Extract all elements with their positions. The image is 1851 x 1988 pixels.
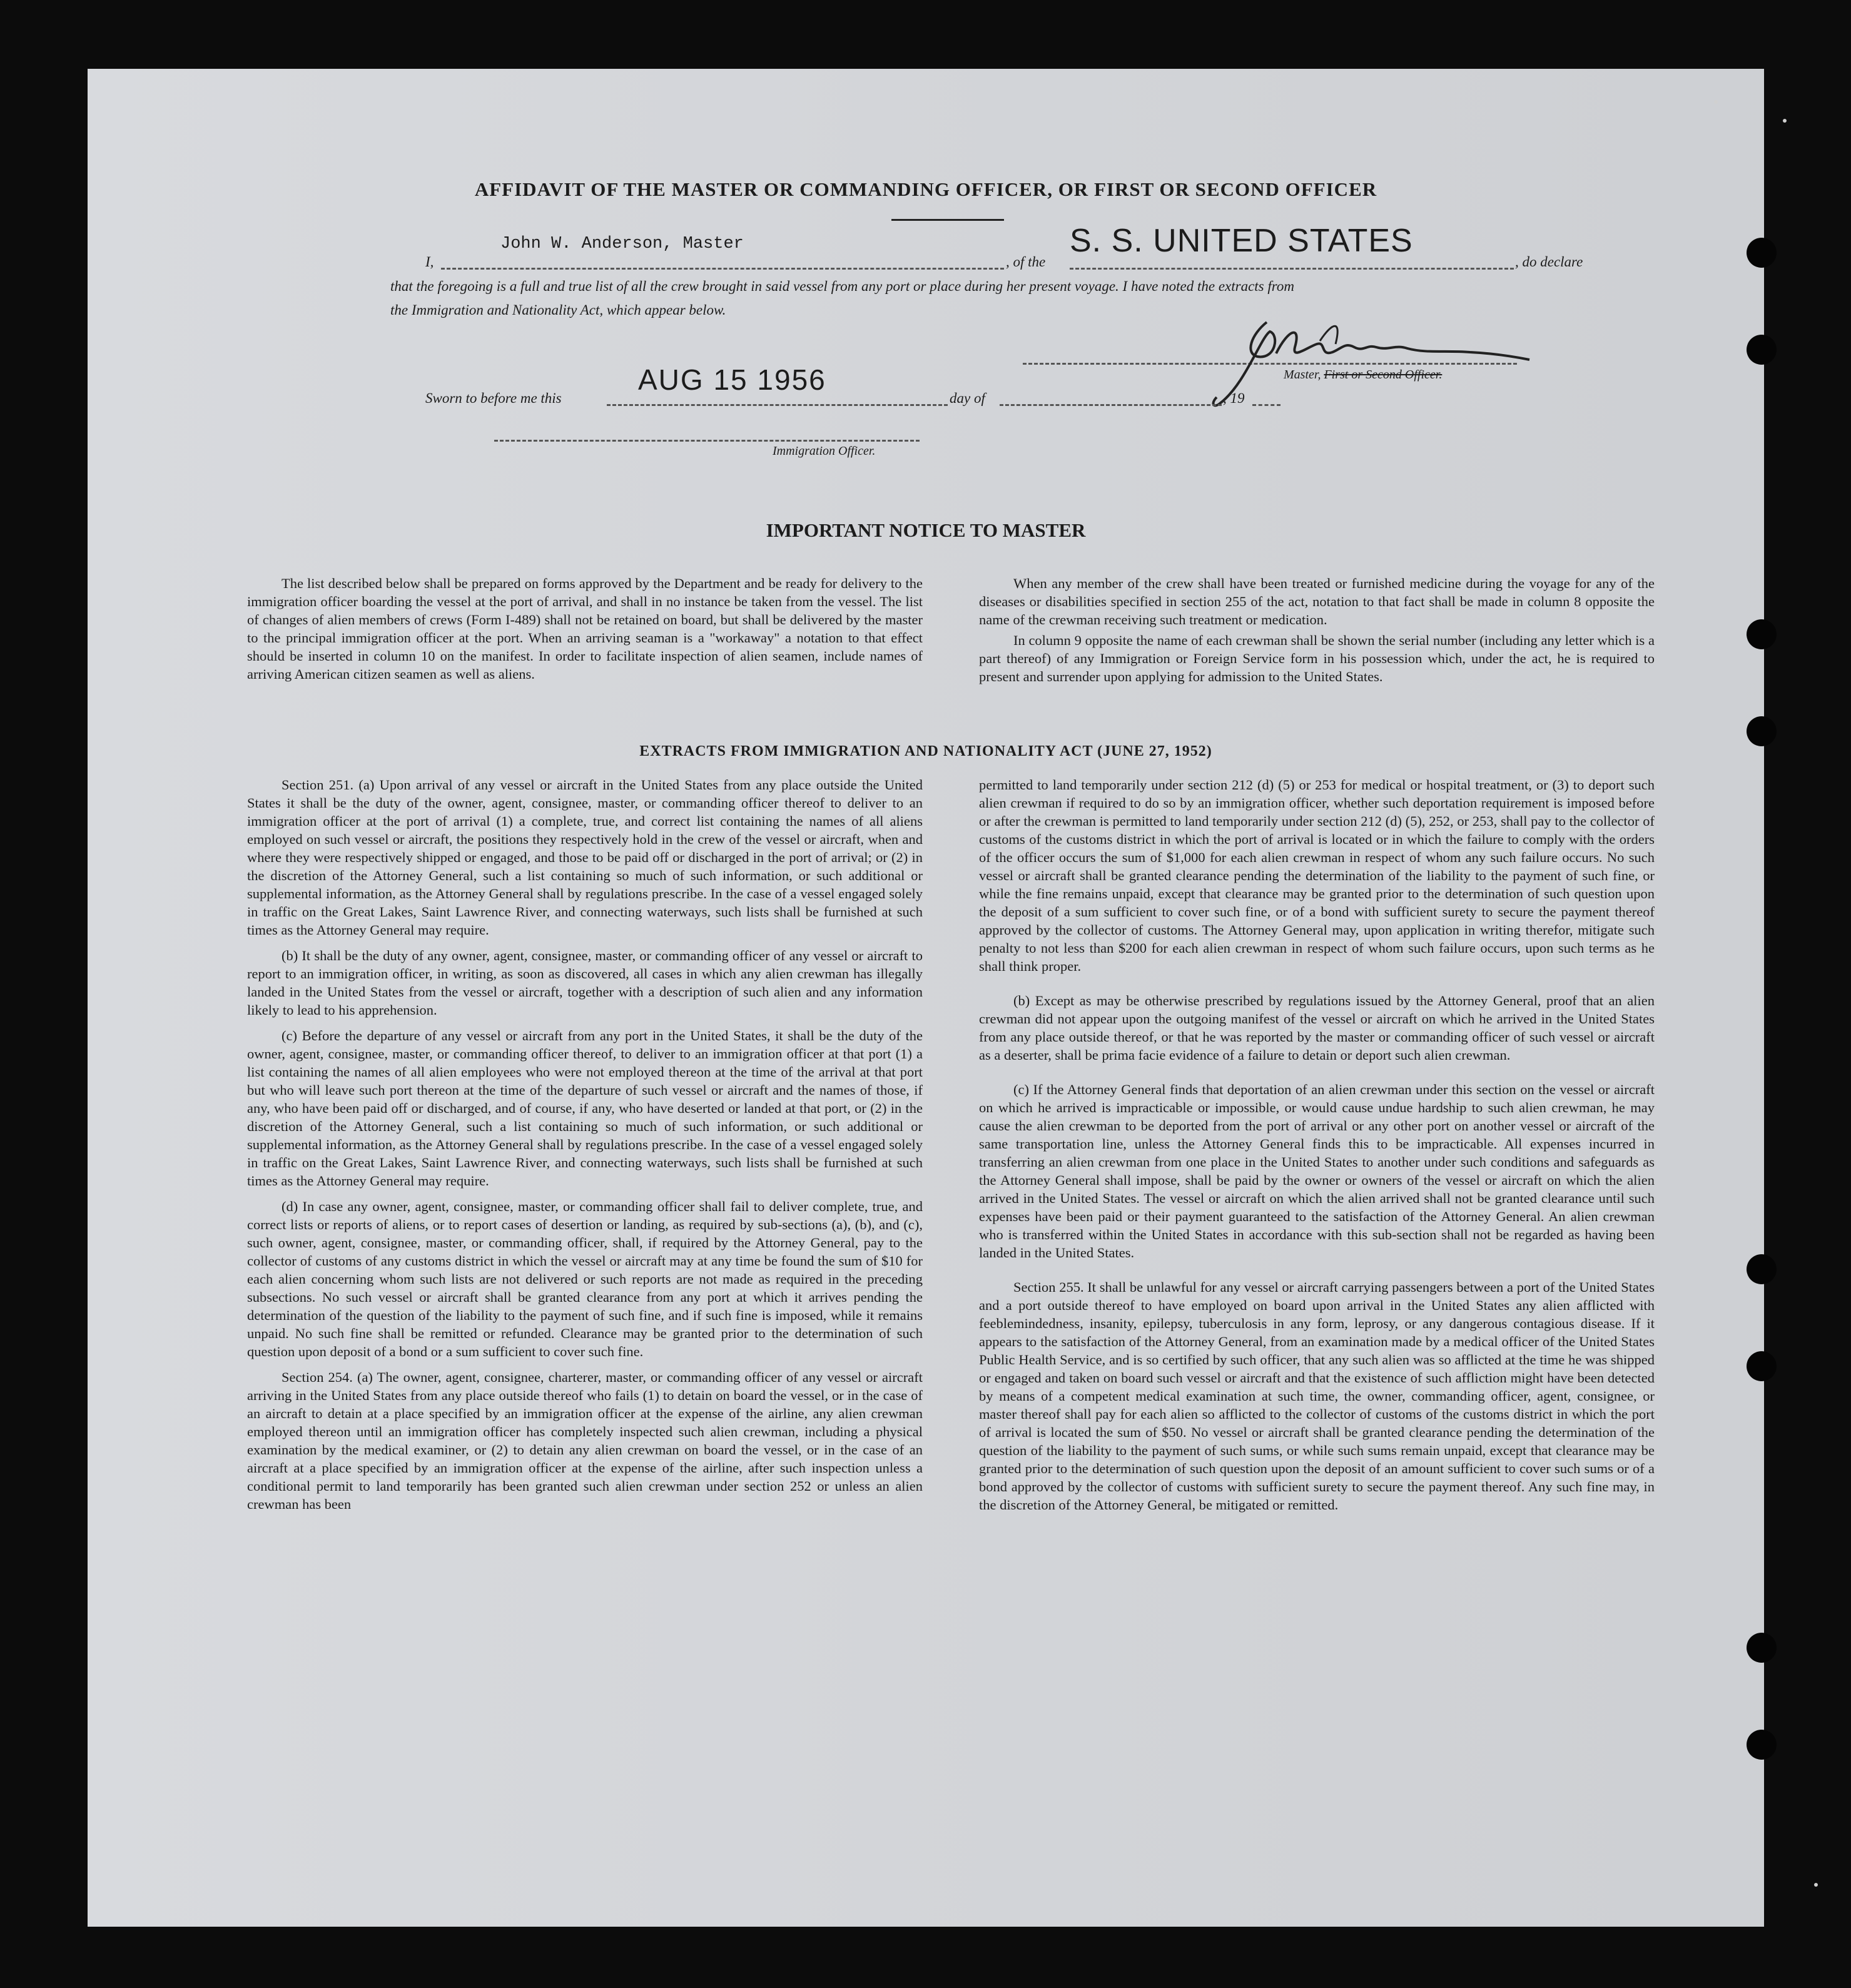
section-251-b: (b) It shall be the duty of any owner, agent, consignee, master, or commanding officer of any vessel or aircraft to report to an immigration officer, in writing, as soon as discovered, all cases in which any alien crewman has illegally landed in the United States from the vessel or aircraft, together with a description of such alien and any information likely to lead to his apprehension. [247, 948, 923, 1018]
notice-right-paragraph-2: In column 9 opposite the name of each crewman shall be shown the serial number (including any letter which is a part thereof) of any Immigration or Foreign Service form in his possession which, under the act, he is required to present and surrender upon applying for admission to the United States. [979, 632, 1655, 684]
do-declare-label: , do declare [1515, 254, 1583, 270]
punch-hole [1747, 1254, 1777, 1284]
punch-hole [1747, 1633, 1777, 1663]
section-251-c: (c) Before the departure of any vessel or aircraft from any port in the United States, it shall be the duty of the owner, agent, consignee, master, or commanding officer thereof, to deliver to an immigration officer at that port (1) a list containing the names of all alien employees who were not employed thereon at the time of the arrival at that port but who will leave such port thereon at the time of the departure of such vessel or aircraft and the names of those, if any, who have been paid off or discharged, and of course, if any, who have deserted or landed at that port, or (2) in the discretion of the Attorney General, such a list containing so much of such information, or such additional or supplemental information, as the Attorney General shall by regulations prescribe. In the case of a vessel engaged solely in traffic on the Great Lakes, Saint Lawrence River, and connecting waterways, such lists shall be furnished at such times as the Attorney General may require. [247, 1028, 923, 1189]
day-of-label: day of [950, 390, 985, 406]
punch-hole [1747, 1730, 1777, 1760]
year-line [1252, 404, 1280, 406]
immigration-officer-line [494, 440, 920, 442]
master-name-typed: John W. Anderson, Master [500, 235, 744, 253]
notice-right-column [979, 574, 1655, 686]
punch-hole [1747, 335, 1777, 365]
master-name-line [441, 268, 1004, 270]
notice-title: IMPORTANT NOTICE TO MASTER [766, 519, 1086, 541]
punch-hole [1747, 619, 1777, 649]
notice-left-paragraph: The list described below shall be prepared on forms approved by the Department and be ready for delivery to the immigration officer boarding the vessel at the port of arrival, and shall in no instance be taken from the vessel. The list of changes of alien members of crews (Form I-489) shall not be retained on board, but shall be delivered by the master to the principal immigration officer at the port. When an arriving seaman is a "workaway" a notation to that effect should be inserted in column 10 on the manifest. In order to facilitate inspection of alien seamen, include names of arriving American citizen seamen as well as aliens. [247, 576, 923, 682]
declaration-line-1: that the foregoing is a full and true list of all the crew brought in said vessel from any port or place during her present voyage. I have noted the extracts from [390, 278, 1294, 294]
extracts-right-column [979, 776, 1655, 1514]
vessel-line [1070, 268, 1514, 270]
punch-hole [1747, 716, 1777, 746]
of-the-label: , of the [1006, 254, 1046, 270]
year-prefix: , 19 [1223, 390, 1245, 406]
affidavit-title: AFFIDAVIT OF THE MASTER OR COMMANDING OFFICER, OR FIRST OR SECOND OFFICER [474, 178, 1377, 200]
section-254-b: (b) Except as may be otherwise prescribed by regulations issued by the Attorney General, proof that an alien crewman did not appear upon the outgoing manifest of the vessel or aircraft on which he arrived in the United States from any place outside thereof, or that he was reported by the master or commanding officer of such vessel or aircraft as a deserter, shall be prima facie evidence of a failure to detain or deport such alien crewman. [979, 993, 1655, 1063]
section-254-a: Section 254. (a) The owner, agent, consignee, charterer, master, or commanding officer of any vessel or aircraft arriving in the United States from any place outside thereof who fails (1) to detain on board the vessel, or in the case of an aircraft to detain at a place specified by an immigration officer at the expense of the airline, any alien crewman employed thereon until an immigration officer has completely inspected such alien crewman, including a physical examination by the medical examiner, or (2) to detain any alien crewman on board the vessel, or in the case of an aircraft at a place specified by an immigration officer at the expense of the airline, after such inspection unless a conditional permit to land temporarily has been granted such alien crewman under section 252 or unless an alien crewman has been [247, 1369, 923, 1512]
immigration-officer-caption: Immigration Officer. [773, 444, 876, 458]
month-line [1000, 404, 1222, 406]
date-stamp: AUG 15 1956 [638, 363, 826, 396]
vessel-name-typed: S. S. UNITED STATES [1070, 223, 1413, 259]
punch-hole [1747, 238, 1777, 268]
section-255: Section 255. It shall be unlawful for any vessel or aircraft carrying passengers between a port of the United States and a port outside thereof to have employed on board upon arrival in the United States any alien afflicted with feeblemindedness, insanity, epilepsy, tuberculosis in any form, leprosy, or any dangerous contagious disease. If it appears to the satisfaction of the Attorney General, from an examination made by a medical officer of the United States Public Health Service, and is so certified by such officer, that any such alien was so afflicted at the time he was shipped or engaged and taken on board such vessel or aircraft and that the existence of such affliction might have been detected by means of a competent medical examination at such time, the owner, commanding officer, agent, consignee, or master thereof shall pay for each alien so afflicted to the collector of customs of the customs district in which the port of arrival is located the sum of $50. No vessel or aircraft shall be granted clearance pending the determination of the question of the liability to the payment of such sums, or while such sums remain unpaid, except that clearance may be granted prior to the determination of such question upon the deposit of an amount sufficient to cover such sums or of a bond approved by the collector of customs with sufficient surety to secure the payment thereof. Any such fine may, in the discretion of the Attorney General, be mitigated or remitted. [979, 1279, 1655, 1513]
punch-hole [1747, 1351, 1777, 1381]
handwritten-signature [1207, 310, 1533, 416]
master-caption-kept: Master, [1284, 368, 1321, 382]
master-caption-struck: First or Second Officer. [1324, 368, 1443, 382]
film-speck [1783, 119, 1787, 123]
extracts-title: EXTRACTS FROM IMMIGRATION AND NATIONALITY ACT (JUNE 27, 1952) [639, 743, 1212, 759]
section-254-a-continued: permitted to land temporarily under section 212 (d) (5) or 253 for medical or hospital treatment, or (3) to deport such alien crewman if required to do so by an immigration officer, whether such deportation requirement is imposed before or after the crewman is permitted to land temporarily under section 212 (d) (5), 252, or 253, shall pay to the collector of customs of the customs district in which the port of arrival is located or in which the failure to comply with the orders of the officer occurs the sum of $1,000 for each alien crewman in respect of whom any such failure occurs. No such vessel or aircraft shall be granted clearance pending the determination of the liability to the payment of such fine, or while the fine remains unpaid, except that clearance may be granted prior to the determination of such question upon the deposit of a sum sufficient to cover such fine, or of a bond with sufficient surety to secure the payment thereof approved by the collector of customs. The Attorney General may, upon application in writing therefor, mitigate such penalty to not less than $200 for each alien crewman in respect of whom such failure occurs, upon such terms as he shall think proper. [979, 777, 1655, 974]
film-speck [1714, 100, 1718, 104]
extracts-left-column [247, 776, 923, 1513]
title-divider [891, 219, 1004, 221]
film-speck [1814, 1883, 1818, 1887]
i-prefix: I, [425, 254, 434, 270]
section-251-d: (d) In case any owner, agent, consignee, master, or commanding officer shall fail to deliver complete, true, and correct lists or reports of aliens, or to report cases of desertion or landing, as required by sub-sections (a), (b), and (c), such owner, agent, consignee, master, or commanding officer, shall, if required by the Attorney General, pay to the collector of customs of any customs district in which the vessel or aircraft may at any time be found the sum of $10 for each alien concerning whom such lists are not delivered or such reports are not made as required in the preceding subsections. No such vessel or aircraft shall be granted clearance from any port at which it arrives pending the determination of the question of the liability to the payment of such fine, and if such fine is imposed, while it remains unpaid. No such fine shall be remitted or refunded. Clearance may be granted prior to the determination of such question upon deposit of a bond or a sum sufficient to cover such fine. [247, 1199, 923, 1359]
declaration-line-2: the Immigration and Nationality Act, which appear below. [390, 302, 726, 318]
document-page [88, 69, 1764, 1927]
notice-left-column [247, 574, 923, 683]
sworn-prefix: Sworn to before me this [425, 390, 562, 406]
section-254-c: (c) If the Attorney General finds that deportation of an alien crewman under this section on the vessel or aircraft on which he arrived is impracticable or impossible, or would cause undue hardship to such alien crewman, he may cause the alien crewman to be deported from the port of arrival or any other port on another vessel or aircraft of the same transportation line, unless the Attorney General finds this to be impracticable. All expenses incurred in transferring an alien crewman from one place in the United States to another under such conditions and safeguards as the Attorney General shall impose, shall be paid by the owner or owners of the vessel or aircraft on which the alien arrived in the United States. The vessel or aircraft on which the alien arrived shall not be granted clearance until such expenses have been paid or their payment guaranteed to the satisfaction of the Attorney General. An alien crewman who is transferred within the United States in accordance with this sub-section shall not be regarded as having been landed in the United States. [979, 1082, 1655, 1260]
section-251-a: Section 251. (a) Upon arrival of any vessel or aircraft in the United States from any place outside the United States it shall be the duty of the owner, agent, consignee, master, or commanding officer thereof to deliver to an immigration officer at the port of arrival (1) a complete, true, and correct list containing the names of all aliens employed on such vessel or aircraft, the positions they respectively hold in the crew of the vessel or aircraft, when and where they were respectively shipped or engaged, and those to be paid off or discharged in the port of arrival; or (2) in the discretion of the Attorney General, such a list containing so much of such information, or such additional or supplemental information, as the Attorney General shall by regulations prescribe. In the case of a vessel engaged solely in traffic on the Great Lakes, Saint Lawrence River, and connecting waterways, such lists shall be furnished at such times as the Attorney General may require. [247, 777, 923, 938]
sworn-day-line [607, 404, 948, 406]
master-caption [1284, 368, 1442, 382]
notice-right-paragraph-1: When any member of the crew shall have been treated or furnished medicine during the voyage for any of the diseases or disabilities specified in section 255 of the act, notation to that fact shall be made in column 8 opposite the name of the crewman receiving such treatment or medication. [979, 576, 1655, 627]
